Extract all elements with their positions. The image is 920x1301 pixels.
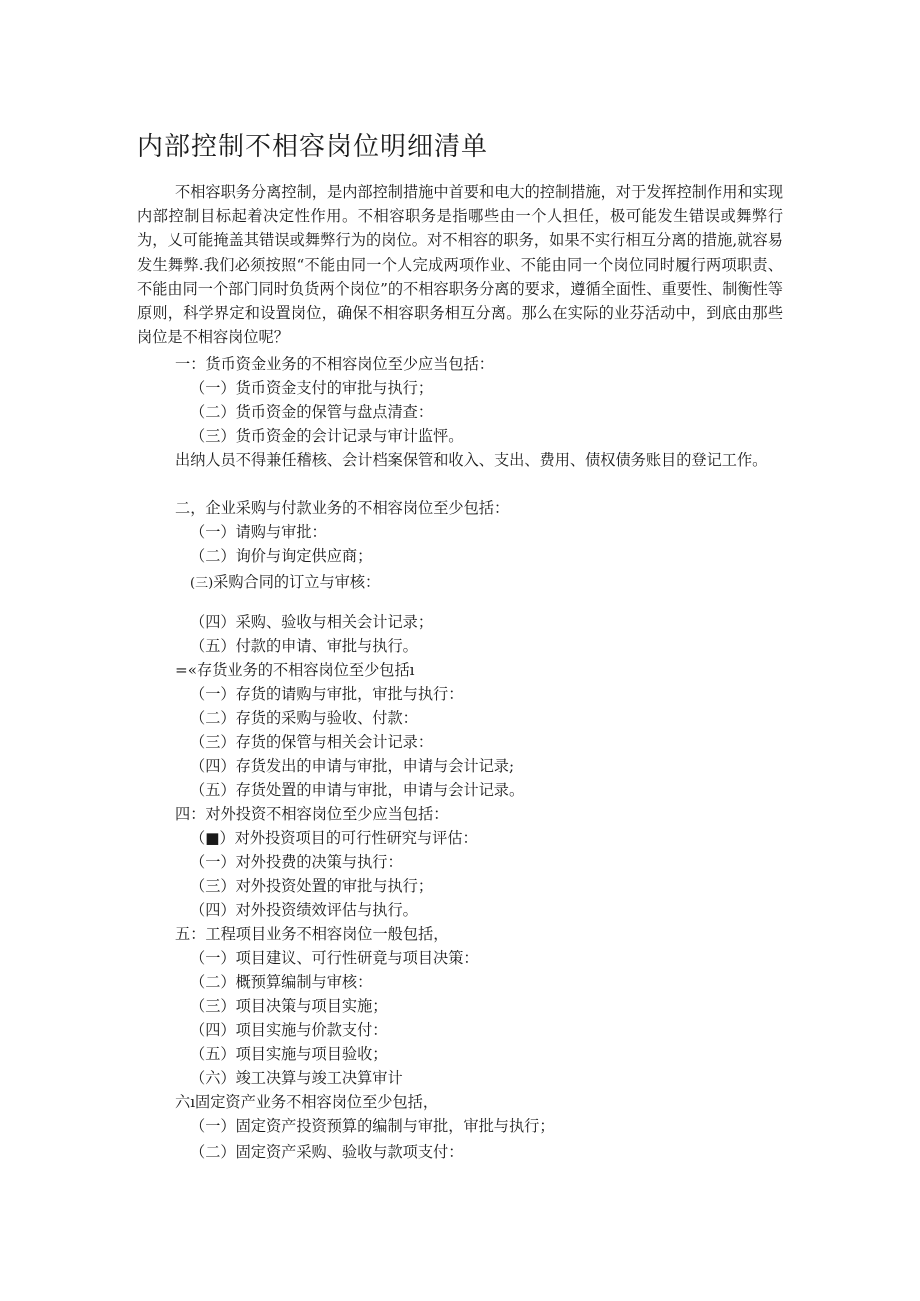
intro-paragraph: 不相容职务分离控制，是内部控制措施中首要和电大的控制措施，对于发挥控制作用和实现内部控制目标起着决定性作用。不相容职务是指哪些由一个人担任，极可能发生错误或舞弊行为，乂可能掩盖其错误或舞弊行为的岗位。对不相容的职务，如果不实行相互分离的措施,就容易发生舞弊.我们必须按照“不能由同一个人完成两项作业、不能由同一个岗位同时履行两项职责、不能由同一个部门同时负货两个岗位”的不相容职务分离的要求，遵循全面性、重要性、制衡性等原则，科学界定和设置岗位，确保不相容职务相互分离。那么在实际的业芬活动中，到底由那些岗位是不相容岗位呢？ — [137, 183, 783, 347]
section-4-item-2: （一）对外投费的决策与执行： — [190, 853, 403, 871]
section-1-note: 出纳人员不得兼任稽核、会计档案保管和收入、支出、费用、债权债务账目的登记工作。 — [175, 451, 768, 469]
section-2-item-3-text: 采购合同的订立与审核： — [213, 573, 381, 591]
section-5-heading: 五：工程项目业务不相容岗位一般包括， — [175, 925, 449, 943]
section-5-item-2: （二）概预算编制与审核： — [190, 973, 373, 991]
section-5-item-4: （四）项目实施与价款支付： — [190, 1021, 388, 1039]
document-title: 内部控制不相容岗位明细清单 — [137, 132, 489, 162]
section-5-item-1: （一）项目建议、可行性研竟与项目决策： — [190, 949, 479, 967]
section-1-item-1: （一）货币资金支付的审批与执行； — [190, 379, 433, 397]
section-3-item-3: （三）存货的保管与相关会计记录： — [190, 733, 433, 751]
section-3-item-4: （四）存货发出的申请与审批，申请与会计记录; — [190, 757, 515, 775]
section-5-item-3: （三）项目决策与项目实施； — [190, 997, 388, 1015]
section-1-heading: 一：货币资金业务的不相容岗位至少应当包括： — [175, 355, 494, 373]
section-4-item-3: （三）对外投资处置的审批与执行； — [190, 877, 433, 895]
section-3-item-5: （五）存货处置的申请与审批，申请与会计记录。 — [190, 781, 525, 799]
section-3-heading: =«存货业务的不相容岗位至少包括ı — [175, 661, 415, 679]
section-2-item-3-prefix: (三) — [190, 576, 214, 591]
section-3-item-2: （二）存货的采购与验收、付款： — [190, 709, 418, 727]
section-6-item-1: （一）固定资产投资预算的编制与审批，审批与执行； — [190, 1117, 555, 1135]
section-5-item-6: （六）竣工决算与竣工决算审计 — [190, 1069, 403, 1087]
section-2-item-3 — [190, 570, 380, 596]
section-6-item-2: （二）固定资产采购、验收与款项支付： — [190, 1143, 464, 1161]
section-2-item-1: （一）请购与审批： — [190, 523, 327, 541]
section-2-item-2: （二）询价与询定供应商； — [190, 547, 373, 565]
section-4-item-1: （■）对外投资项目的可行性研究与评估： — [190, 829, 478, 847]
section-2-item-5: （五）付款的申请、审批与执行。 — [190, 637, 418, 655]
section-2-item-4: （四）采购、验收与相关会计记录； — [190, 613, 433, 631]
section-1-item-2: （二）货币资金的保管与盘点清查： — [190, 403, 433, 421]
section-5-item-5: （五）项目实施与项目验收； — [190, 1045, 388, 1063]
section-1-item-3: （三）货币资金的会计记录与审计监怦。 — [190, 427, 464, 445]
section-2-heading: 二，企业采购与付款业务的不相容岗位至少包括： — [175, 499, 510, 517]
section-4-heading: 四：对外投资不相容岗位至少应当包括： — [175, 805, 449, 823]
section-6-heading: 六ı固定资产业务不相容岗位至少包括， — [175, 1093, 439, 1111]
section-4-item-4: （四）对外投资绩效评估与执行。 — [190, 901, 418, 919]
section-3-item-1: （一）存货的请购与审批，审批与执行： — [190, 685, 464, 703]
